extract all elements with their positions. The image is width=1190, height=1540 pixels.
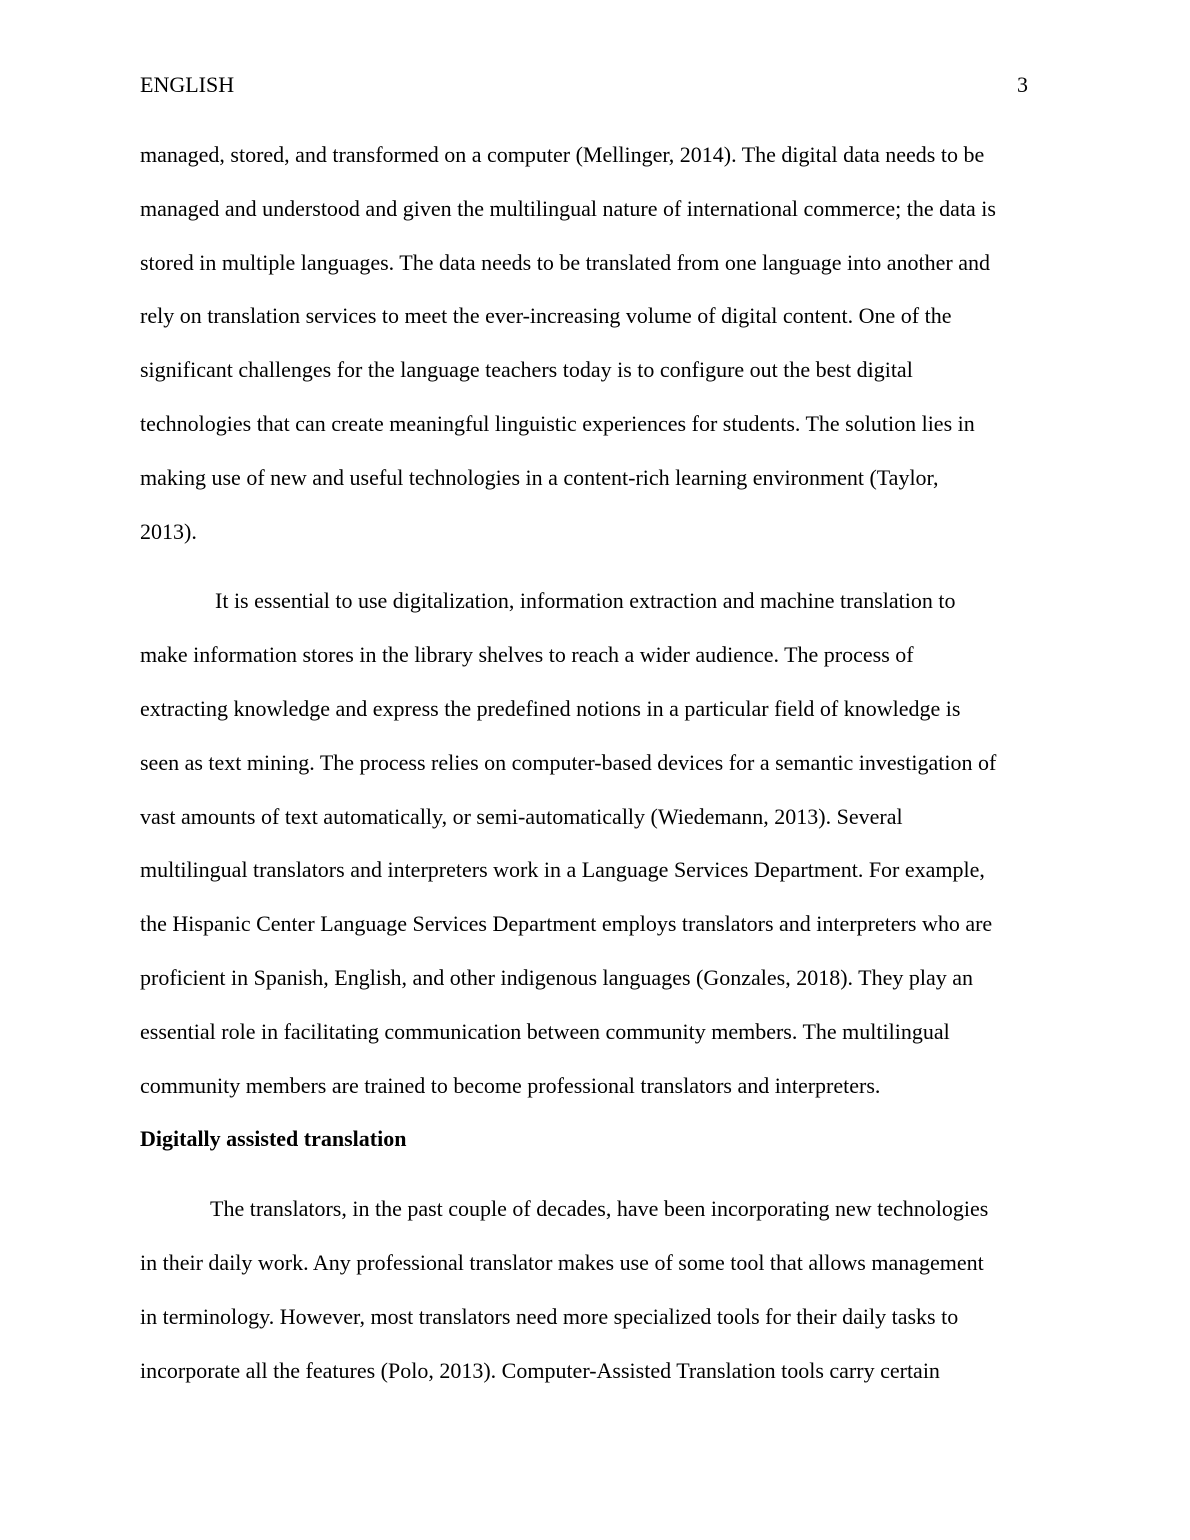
running-head [140,70,1028,100]
paragraph-line: making use of new and useful technologies in a content-rich learning environment (Taylor, [140,464,939,490]
paragraph-3 [140,1182,1052,1397]
paragraph-line: the Hispanic Center Language Services Department employs translators and interpreters who are [140,911,993,937]
paragraph-line: seen as text mining. The process relies on computer-based devices for a semantic investigation of [140,749,997,775]
paragraph-line: proficient in Spanish, English, and other indigenous languages (Gonzales, 2018). They play an [140,964,973,990]
paragraph-line: community members are trained to become professional translators and interpreters. [140,1072,881,1098]
paragraph-line: It is essential to use digitalization, information extraction and machine translation to [215,588,956,614]
paragraph-line: make information stores in the library shelves to reach a wider audience. The process of [140,642,914,668]
paragraph-line: essential role in facilitating communication between community members. The multilingual [140,1018,950,1044]
paragraph-1 [140,128,1052,558]
paragraph-line: The translators, in the past couple of decades, have been incorporating new technologies [210,1196,989,1222]
paragraph-line: significant challenges for the language teachers today is to configure out the best digital [140,357,913,383]
paragraph-line: in terminology. However, most translators need more specialized tools for their daily tasks to [140,1303,959,1329]
header-title: ENGLISH [140,72,235,97]
paragraph-spacer [140,558,1052,574]
paragraph-line: 2013). [140,518,197,544]
section-heading: Digitally assisted translation [140,1126,407,1152]
body-text [140,128,1052,1397]
paragraph-line: technologies that can create meaningful linguistic experiences for students. The solution lies in [140,410,975,436]
paragraph-spacer [140,1166,1052,1182]
paragraph-line: stored in multiple languages. The data needs to be translated from one language into another and [140,249,990,275]
paragraph-line: managed, stored, and transformed on a computer (Mellinger, 2014). The digital data needs to be [140,142,985,167]
page-number: 3 [1017,72,1028,97]
paragraph-line: vast amounts of text automatically, or semi-automatically (Wiedemann, 2013). Several [140,803,903,829]
paragraph-line: in their daily work. Any professional translator makes use of some tool that allows management [140,1249,984,1275]
paragraph-line: incorporate all the features (Polo, 2013). Computer-Assisted Translation tools carry certain [140,1357,940,1383]
paragraph-line: multilingual translators and interpreters work in a Language Services Department. For example, [140,857,985,883]
paragraph-line: managed and understood and given the multilingual nature of international commerce; the data is [140,195,996,221]
paragraph-line: rely on translation services to meet the ever-increasing volume of digital content. One of the [140,303,952,329]
paragraph-line: extracting knowledge and express the predefined notions in a particular field of knowledge is [140,695,961,721]
paragraph-2 [140,574,1052,1112]
